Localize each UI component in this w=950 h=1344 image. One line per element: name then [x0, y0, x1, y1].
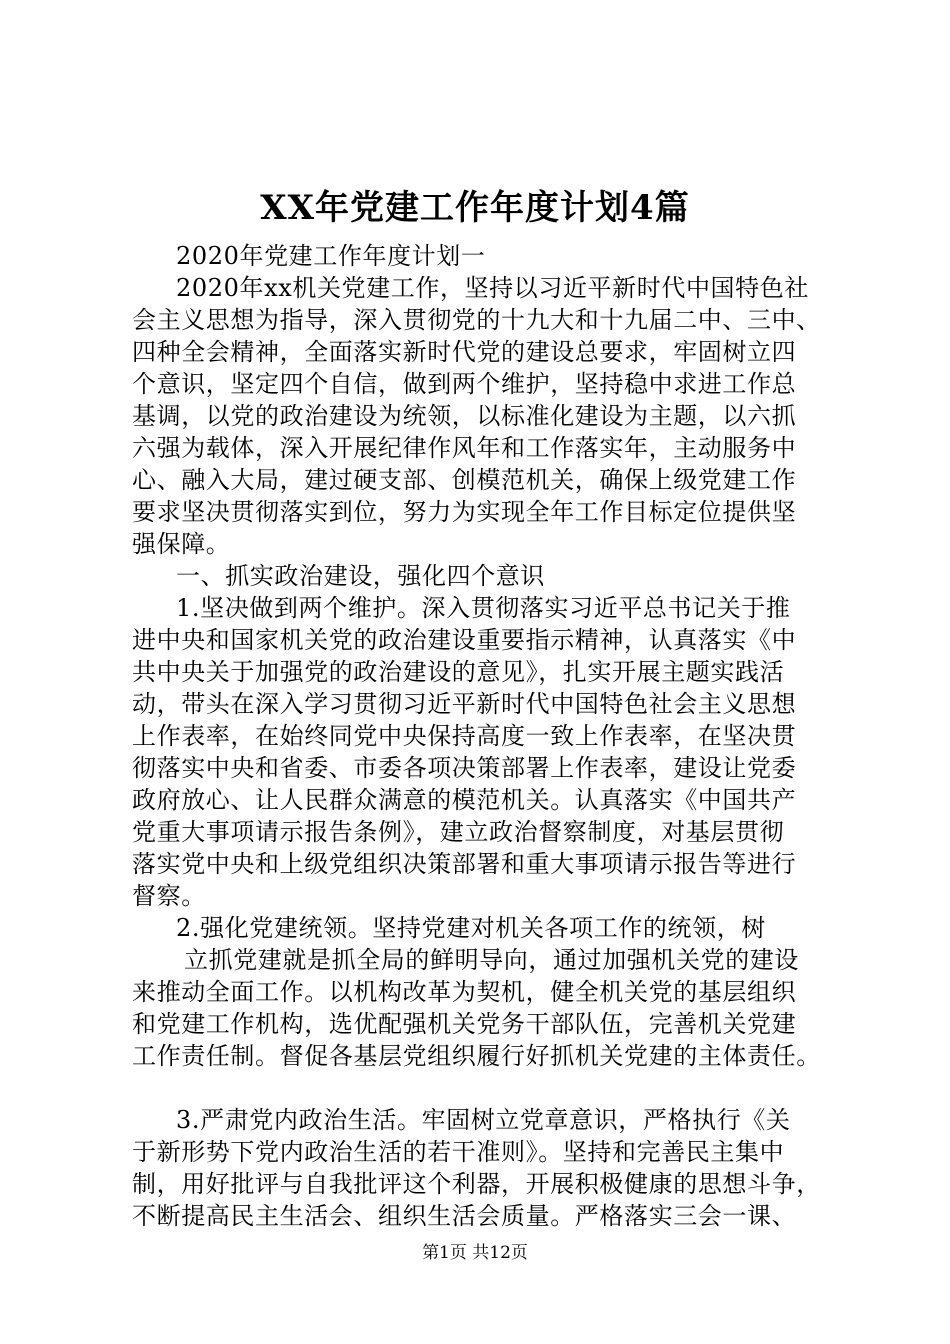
body-line: 四种全会精神，全面落实新时代党的建设总要求，牢固树立四 [132, 338, 797, 366]
body-line: 要求坚决贯彻落实到位，努力为实现全年工作目标定位提供坚 [132, 498, 797, 526]
body-line: 2020年xx机关党建工作，坚持以习近平新时代中国特色社 [176, 274, 809, 302]
body-line: 督察。 [132, 882, 206, 910]
body-line: 动，带头在深入学习贯彻习近平新时代中国特色社会主义思想 [132, 690, 797, 718]
body-line: 彻落实中央和省委、市委各项决策部署上作表率，建设让党委 [132, 754, 797, 782]
body-line: 党重大事项请示报告条例》，建立政治督察制度，对基层贯彻 [132, 818, 785, 846]
body-line: 制，用好批评与自我批评这个利器，开展积极健康的思想斗争， [132, 1170, 821, 1198]
body-line: 心、融入大局，建过硬支部、创模范机关，确保上级党建工作 [132, 466, 797, 494]
body-line: 落实党中央和上级党组织决策部署和重大事项请示报告等进行 [132, 850, 797, 878]
body-line: 1.坚决做到两个维护。深入贯彻落实习近平总书记关于推 [176, 594, 791, 622]
body-line: 和党建工作机构，选优配强机关党务干部队伍，完善机关党建 [132, 1010, 797, 1038]
body-line: 上作表率，在始终同党中央保持高度一致上作表率，在坚决贯 [132, 722, 797, 750]
body-line: 政府放心、让人民群众满意的模范机关。认真落实《中国共产 [132, 786, 797, 814]
body-line: 2.强化党建统领。坚持党建对机关各项工作的统领，树 [176, 914, 766, 942]
body-line: 不断提高民主生活会、组织生活会质量。严格落实三会一课、 [132, 1202, 797, 1230]
document-title: XX年党建工作年度计划4篇 [260, 188, 690, 228]
body-line: 个意识，坚定四个自信，做到两个维护，坚持稳中求进工作总 [132, 370, 797, 398]
body-line: 工作责任制。督促各基层党组织履行好抓机关党建的主体责任。 [132, 1042, 821, 1070]
body-line: 进中央和国家机关党的政治建设重要指示精神，认真落实《中 [132, 626, 797, 654]
body-line: 强保障。 [132, 530, 231, 558]
page-number: 第1页 共12页 [422, 1243, 528, 1263]
body-line: 于新形势下党内政治生活的若干准则》。坚持和完善民主集中 [132, 1138, 785, 1166]
body-line: 立抓党建就是抓全局的鲜明导向，通过加强机关党的建设 [184, 946, 799, 974]
body-line: 共中央关于加强党的政治建设的意见》，扎实开展主题实践活 [132, 658, 785, 686]
body-line: 会主义思想为指导，深入贯彻党的十九大和十九届二中、三中、 [132, 306, 821, 334]
body-line: 基调，以党的政治建设为统领，以标准化建设为主题，以六抓 [132, 402, 797, 430]
body-line: 六强为载体，深入开展纪律作风年和工作落实年，主动服务中 [132, 434, 797, 462]
subtitle-line: 2020年党建工作年度计划一 [176, 242, 486, 270]
body-line: 3.严肃党内政治生活。牢固树立党章意识，严格执行《关 [176, 1106, 791, 1134]
body-line: 来推动全面工作。以机构改革为契机，健全机关党的基层组织 [132, 978, 797, 1006]
section-heading: 一、抓实政治建设，强化四个意识 [176, 562, 545, 590]
